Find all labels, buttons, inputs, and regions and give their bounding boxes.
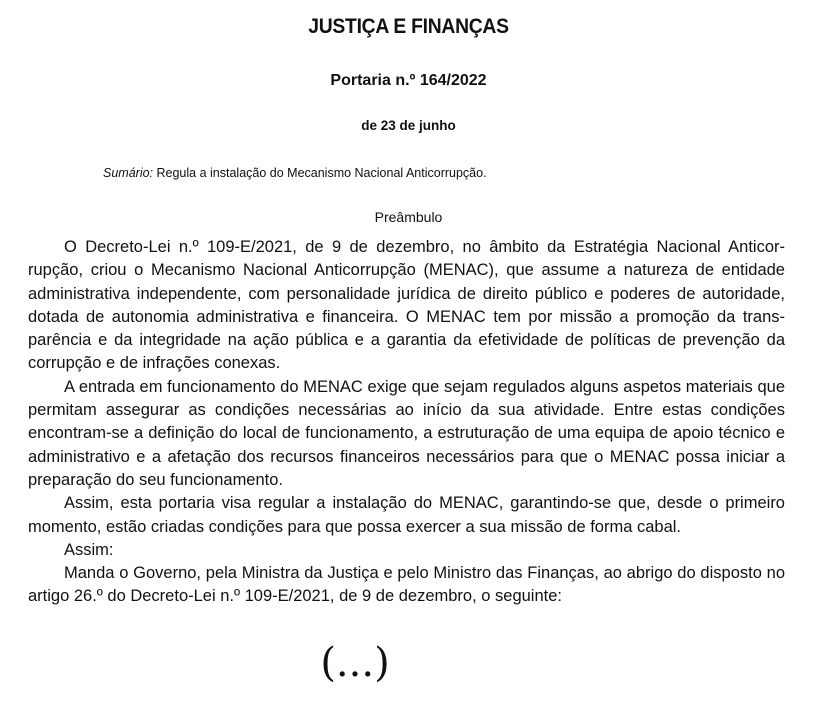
summary-label: Sumário:: [103, 166, 154, 180]
summary-text: Regula a instalação do Mecanismo Nacional Anticorrupção.: [153, 166, 487, 180]
preamble-body: [28, 236, 785, 609]
preamble-paragraph: Manda o Governo, pela Ministra da Justiça e pelo Ministro das Finanças, ao abrigo do disposto no artigo 26.º do Decreto-Lei n.º 109-E/2021, de 9 de dezembro, o seguinte:: [28, 564, 785, 606]
preamble-title: Preâmbulo: [374, 209, 443, 225]
portaria-title: Portaria n.º 164/2022: [330, 72, 487, 89]
ministry-heading: JUSTIÇA E FINANÇAS: [308, 15, 509, 38]
portaria-date: de 23 de junho: [361, 118, 456, 133]
preamble-paragraph: A entrada em funcionamento do MENAC exige que sejam regulados alguns aspetos materiais que permitam assegurar as condições necessárias ao início da sua atividade. Entre estas condições encontram-se a definição do local de funcionamento, a estruturação de uma equipa de apoio técnico e administrativo e a afetação dos recursos financeiros necessários para que o MENAC possa iniciar a preparação do seu funcionamento.: [28, 377, 785, 489]
summary: [103, 166, 487, 180]
preamble-paragraph: Assim:: [64, 540, 114, 559]
preamble-paragraph: Assim, esta portaria visa regular a instalação do MENAC, garantindo-se que, desde o primeiro momento, estão criadas condições para que possa exercer a sua missão de forma cabal.: [28, 494, 785, 536]
preamble-paragraph: O Decreto-Lei n.º 109-E/2021, de 9 de dezembro, no âmbito da Estratégia Nacional Anticorrupção, criou o Mecanismo Nacional Anticorrupção (MENAC), que assume a natureza de entidade administrativa independente, com personalidade jurídica de direito público e poderes de autoridade, dotada de autonomia administrativa e financeira. O MENAC tem por missão a promoção da transparência e da integridade na ação pública e a garantia da efetividade de políticas de prevenção da corrupção e de infrações conexas.: [28, 238, 785, 373]
continuation-ellipsis: (...): [320, 640, 390, 686]
